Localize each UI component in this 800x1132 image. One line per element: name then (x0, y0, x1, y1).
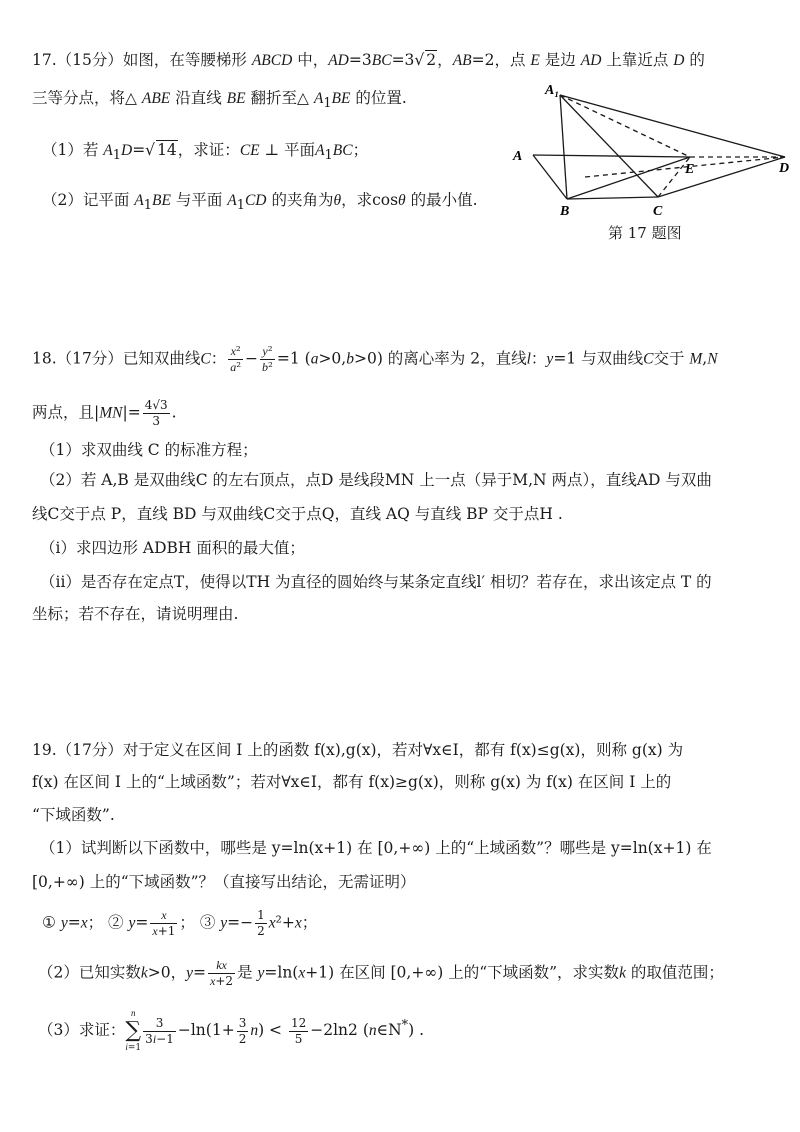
q18-part2-i: （i）求四边形 ADBH 面积的最大值； (40, 539, 305, 557)
edge-ab (533, 155, 567, 199)
q18-part1: （1）求双曲线 C 的标准方程； (40, 441, 258, 459)
q18-stem-line2: 两点，且|MN|= $\frac{4√3}{3}$ . (32, 398, 177, 428)
label-a: A (513, 149, 523, 164)
label-a1: A₁ (545, 83, 560, 98)
label-e: E (685, 162, 695, 177)
q19-stem-line2: f(x) 在区间 I 上的“上域函数”；若对∀x∈I，都有 f(x)≥g(x)，则称 g(x) 为 f(x) 在区间 I 上的 (32, 773, 672, 791)
q18-part2-line2: 线C交于点 P，直线 BD 与双曲线C交于点Q，直线 AQ 与直线 BP 交于点H . (32, 505, 563, 523)
edge-bc (567, 197, 658, 199)
q19-part2: （2）已知实数k>0，y= $\frac{kx}{x+2}$ 是 y=ln(x+1) 在区间 [0,+∞) 上的“下域函数”，求实数k 的取值范围； (38, 958, 724, 988)
edge-a1c (560, 95, 658, 197)
q17-stem-line1: 17.（15分）如图，在等腰梯形 ABCD 中，AD=3BC=3√ 2，AB=2，点 E 是边 AD 上靠近点 D 的 (32, 51, 705, 69)
q17-part1: （1）若 $A_1D=√$ 14，求证：CE ⊥ 平面$A_1BC$； (42, 141, 369, 164)
label-d: D (779, 161, 790, 176)
q17-stem-line2: 三等分点，将△ ABE 沿直线 BE 翻折至△ $A_1BE$ 的位置. (32, 89, 407, 112)
q19-stem-line3: “下域函数”. (32, 806, 115, 824)
edge-ae (533, 155, 690, 157)
q18-stem-line1: 18.（17分）已知双曲线C： $\frac{\text{x²}}{\text{a²}}$ − $\frac{\text{y²}}{\text{b²}}$ =1 (a>0,b>0) 的离心率为 2，直线l：y=1 与双曲线C交于 M,N (32, 344, 718, 374)
figure-caption: 第 17 题图 (608, 224, 682, 242)
q18-part2-ii-line1: （ii）是否存在定点T，使得以TH 为直径的圆始终与某条定直线l′ 相切？若存在，求出该定点 T 的 (40, 573, 712, 591)
q17-figure (505, 82, 795, 222)
edge-a1b (560, 95, 567, 199)
edge-a1d (560, 95, 785, 157)
q19-options: ① y=x； ② y= $\frac{x}{x+1}$ ； ③ y=− $\frac{1}{2}$ x²+x； (42, 908, 318, 938)
q18-part2-line1: （2）若 A,B 是双曲线C 的左右顶点，点D 是线段MN 上一点（异于M,N 两点），直线AD 与双曲 (40, 471, 712, 489)
q17-part2: （2）记平面 $A_1BE$ 与平面 $A_1CD$ 的夹角为θ，求cosθ 的最小值. (42, 191, 478, 214)
q18-part2-ii-line2: 坐标；若不存在，请说明理由. (32, 605, 239, 623)
q19-part1-line2: [0,+∞) 上的“下域函数”？（直接写出结论，无需证明） (32, 873, 416, 891)
q19-part3: （3）求证： n ∑ i=1 $\frac{3}{3i-1}$ −ln(1+ $\frac{3}{2}$ n) < $\frac{12}{5}$ −2ln2 (n∈N*) . (38, 1008, 425, 1053)
q19-part1-line1: （1）试判断以下函数中，哪些是 y=ln(x+1) 在 [0,+∞) 上的“上域函数”？哪些是 y=ln(x+1) 在 (40, 839, 712, 857)
label-c: C (653, 204, 663, 219)
q19-stem-line1: 19.（17分）对于定义在区间 I 上的函数 f(x),g(x)，若对∀x∈I，都有 f(x)≤g(x)，则称 g(x) 为 (32, 741, 684, 759)
label-b: B (560, 204, 570, 219)
